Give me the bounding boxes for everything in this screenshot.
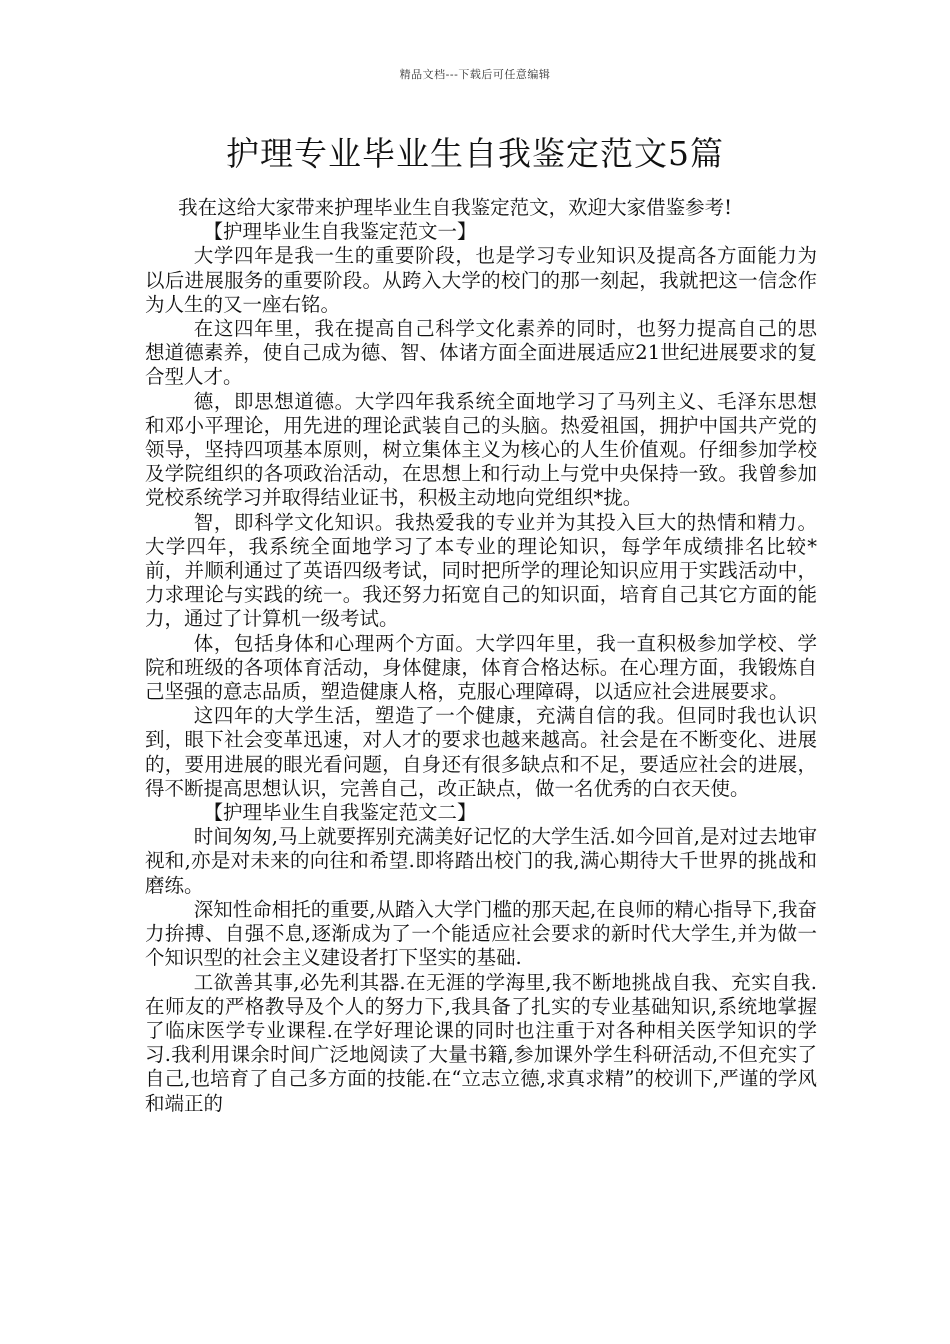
body-paragraph: 体，包括身体和心理两个方面。大学四年里，我一直积极参加学校、学院和班级的各项体育活动，身体健康，体育合格达标。在心理方面，我锻炼自己坚强的意志品质，塑造健康人格，克服心理障碍，以适应社会进展要求。 (145, 631, 817, 704)
section-heading: 【护理毕业生自我鉴定范文二】 (203, 801, 477, 825)
body-paragraph: 时间匆匆,马上就要挥别充满美好记忆的大学生活.如今回首,是对过去地审视和,亦是对未来的向往和希望.即将踏出校门的我,满心期待大千世界的挑战和磨练。 (145, 825, 817, 897)
body-paragraph: 在这四年里，我在提高自己科学文化素养的同时，也努力提高自己的思想道德素养，使自己成为德、智、体诸方面全面进展适应21世纪进展要求的复合型人才。 (145, 317, 817, 389)
page-header: 精品文档---下载后可任意编辑 (399, 68, 551, 81)
body-paragraph: 工欲善其事,必先利其器.在无涯的学海里,我不断地挑战自我、充实自我.在师友的严格教导及个人的努力下,我具备了扎实的专业基础知识,系统地掌握了临床医学专业课程.在学好理论课的同时也注重于对各种相关医学知识的学习.我利用课余时间广泛地阅读了大量书籍,参加课外学生科研活动,不但充实了自己,也培育了自己多方面的技能.在“立志立德,求真求精”的校训下,严谨的学风和端正的 (145, 970, 817, 1115)
body-paragraph: 德，即思想道德。大学四年我系统全面地学习了马列主义、毛泽东思想和邓小平理论，用先进的理论武装自己的头脑。热爱祖国，拥护中国共产党的领导，坚持四项基本原则，树立集体主义为核心的人生价值观。仔细参加学校及学院组织的各项政治活动，在思想上和行动上与党中央保持一致。我曾参加党校系统学习并取得结业证书，积极主动地向党组织*拢。 (145, 389, 817, 510)
body-paragraph: 这四年的大学生活，塑造了一个健康，充满自信的我。但同时我也认识到，眼下社会变革迅速，对人才的要求也越来越高。社会是在不断变化、进展的，要用进展的眼光看问题，自身还有很多缺点和不足，要适应社会的进展，得不断提高思想认识，完善自己，改正缺点，做一名优秀的白衣天使。 (145, 704, 817, 800)
body-paragraph: 大学四年是我一生的重要阶段，也是学习专业知识及提高各方面能力为以后进展服务的重要阶段。从跨入大学的校门的那一刻起，我就把这一信念作为人生的又一座右铭。 (145, 244, 817, 316)
section-heading: 【护理毕业生自我鉴定范文一】 (203, 220, 477, 244)
document-title: 护理专业毕业生自我鉴定范文5篇 (226, 134, 724, 173)
intro-paragraph: 我在这给大家带来护理毕业生自我鉴定范文，欢迎大家借鉴参考! (178, 196, 732, 219)
body-paragraph: 智，即科学文化知识。我热爱我的专业并为其投入巨大的热情和精力。大学四年，我系统全面地学习了本专业的理论知识，每学年成绩排名比较*前，并顺利通过了英语四级考试，同时把所学的理论知识应用于实践活动中，力求理论与实践的统一。我还努力拓宽自己的知识面，培育自己其它方面的能力，通过了计算机一级考试。 (145, 510, 817, 631)
document-body (145, 196, 817, 1116)
body-paragraph: 深知性命相托的重要,从踏入大学门槛的那天起,在良师的精心指导下,我奋力拚搏、自强不息,逐渐成为了一个能适应社会要求的新时代大学生,并为做一个知识型的社会主义建设者打下坚实的基础. (145, 897, 817, 970)
